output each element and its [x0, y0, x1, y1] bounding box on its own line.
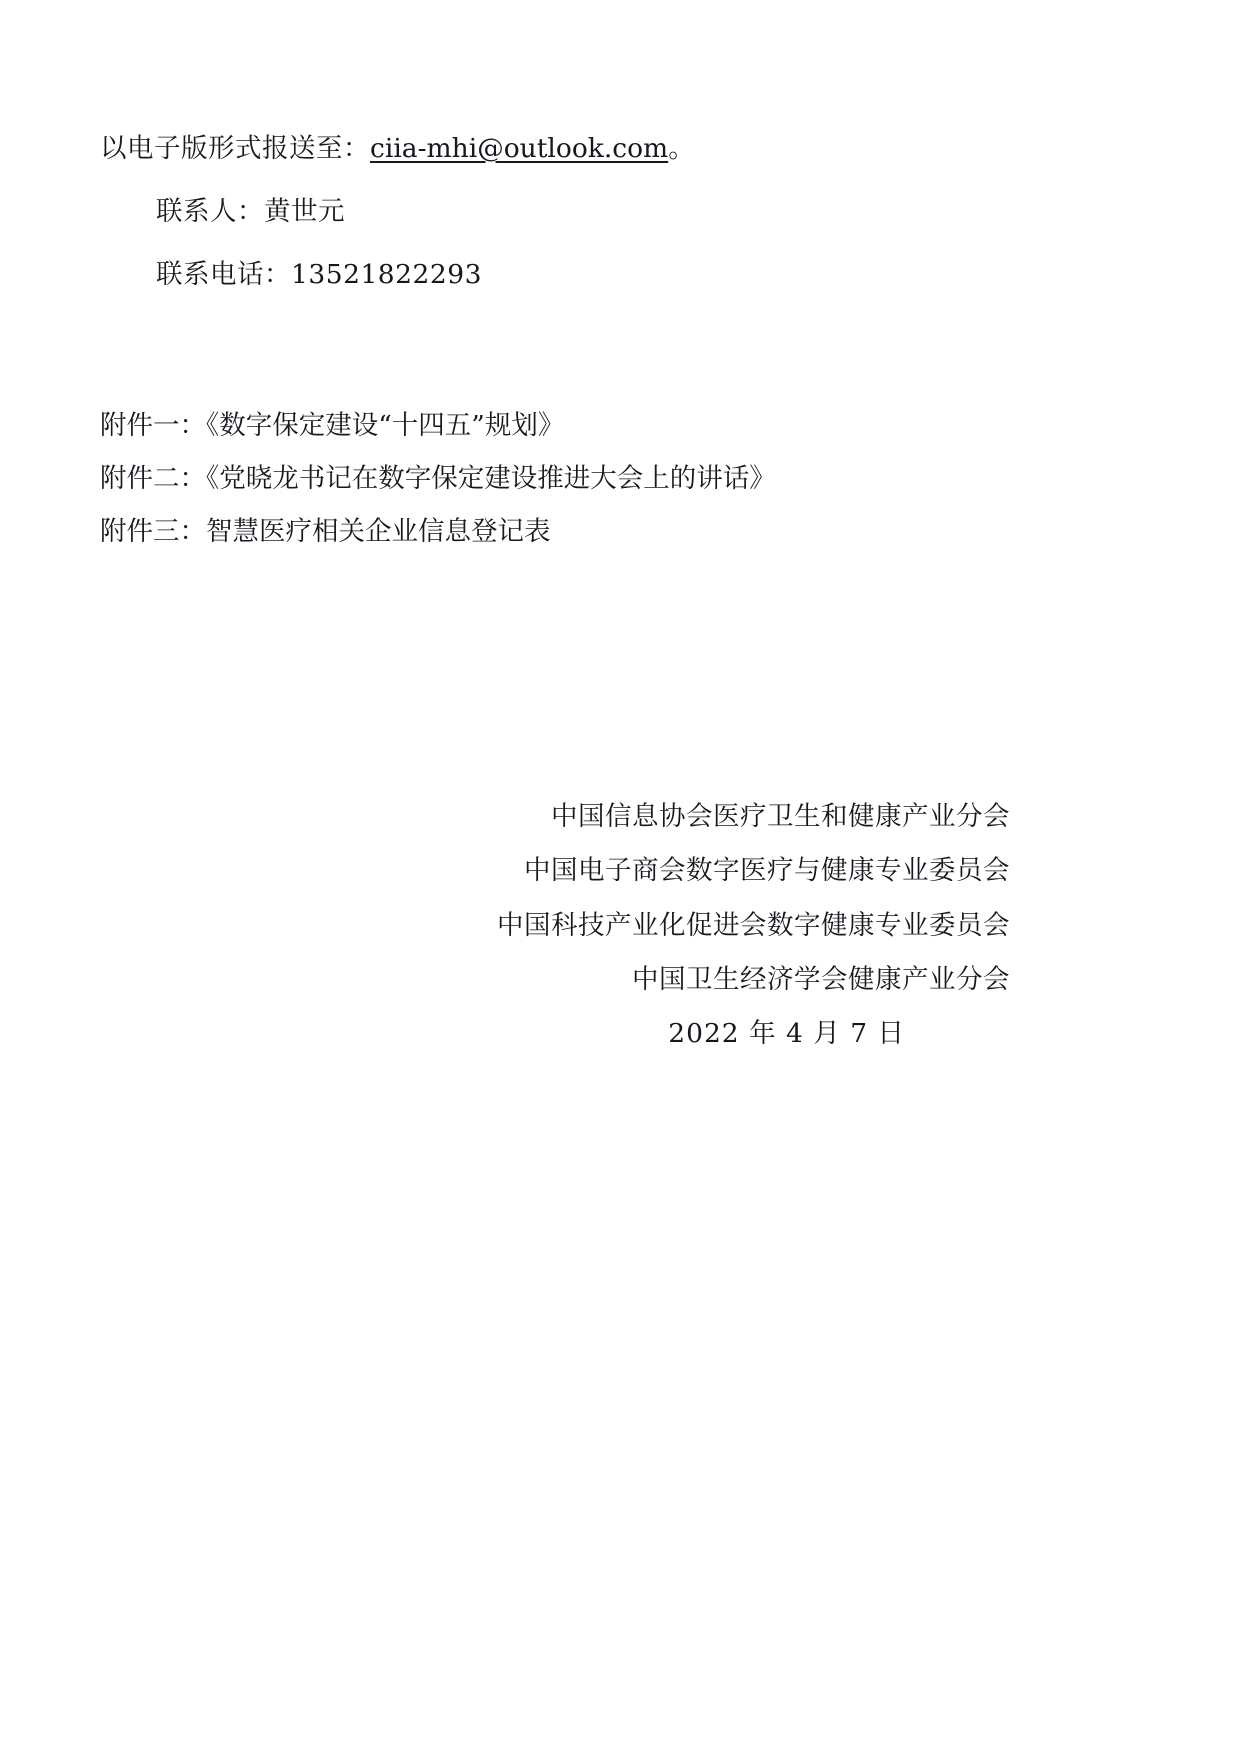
attachment-item-3: 附件三：智慧医疗相关企业信息登记表 [100, 516, 551, 548]
submission-line-prefix: 以电子版形式报送至： [100, 133, 370, 164]
submission-line [100, 128, 1100, 169]
signature-org-4: 中国卫生经济学会健康产业分会 [632, 963, 1010, 995]
attachment-list [100, 399, 1100, 558]
signature-block [100, 790, 1010, 1062]
submission-email-link[interactable]: ciia-mhi@outlook.com [370, 133, 669, 164]
contact-phone-line: 联系电话：13521822293 [156, 259, 482, 291]
signature-org-3: 中国科技产业化促进会数字健康专业委员会 [497, 909, 1010, 941]
submission-line-suffix: 。 [668, 133, 696, 164]
signature-org-1: 中国信息协会医疗卫生和健康产业分会 [551, 801, 1010, 832]
document-body [100, 128, 1100, 558]
attachment-item-2: 附件二：《党晓龙书记在数字保定建设推进大会上的讲话》 [100, 463, 776, 495]
attachment-item-1: 附件一：《数字保定建设“十四五”规划》 [100, 410, 565, 442]
contact-person-line: 联系人：黄世元 [156, 196, 345, 228]
signature-date: 2022 年 4 月 7 日 [668, 1018, 905, 1050]
signature-org-2: 中国电子商会数字医疗与健康专业委员会 [524, 855, 1010, 887]
